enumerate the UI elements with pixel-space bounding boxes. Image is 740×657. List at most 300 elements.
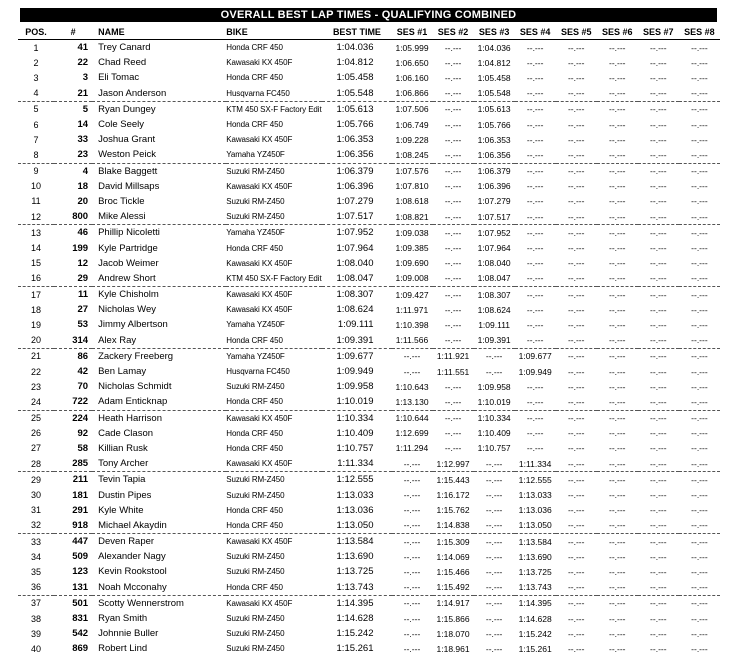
session-6-time-cell: --.--- xyxy=(609,566,626,577)
rider-name-cell: Tevin Tapia xyxy=(98,474,146,486)
position-cell: 13 xyxy=(31,227,42,238)
session-4-time-cell: --.--- xyxy=(526,134,544,145)
rider-name-cell: Weston Peick xyxy=(92,147,226,163)
session-2-time-cell: --.--- xyxy=(444,181,462,192)
best-time-cell: 1:05.548 xyxy=(322,86,391,102)
bike-cell: Suzuki RM-Z450 xyxy=(226,614,285,624)
session-1-time-cell: --.--- xyxy=(403,536,421,547)
rider-name-cell: Kevin Rookstool xyxy=(98,566,167,578)
session-1-time-cell: 1:06.650 xyxy=(395,57,429,68)
session-2-time-cell: --.--- xyxy=(444,57,462,68)
best-time-cell: 1:06.356 xyxy=(322,147,391,163)
best-time-cell: 1:09.677 xyxy=(336,350,374,362)
session-4-time-cell: --.--- xyxy=(526,319,544,330)
session-6-time-cell: --.--- xyxy=(609,474,626,485)
session-4-time-cell: 1:13.050 xyxy=(515,518,556,534)
session-4-time-cell: 1:13.725 xyxy=(518,566,552,577)
best-time-cell: 1:12.555 xyxy=(336,474,374,486)
rider-name-cell: Chad Reed xyxy=(98,57,147,69)
session-5-time-cell: --.--- xyxy=(567,166,585,177)
session-8-time-cell: --.--- xyxy=(691,505,708,516)
session-8-time-cell: --.--- xyxy=(691,551,708,562)
column-header-pos: POS. xyxy=(18,24,54,40)
session-7-time-cell: --.--- xyxy=(650,643,667,654)
best-time-cell: 1:08.307 xyxy=(336,289,374,301)
rider-name-cell: Cade Clason xyxy=(98,427,154,439)
table-body xyxy=(18,40,720,657)
rider-number-cell: 23 xyxy=(54,147,92,163)
position-cell: 10 xyxy=(31,181,42,192)
session-6-time-cell: --.--- xyxy=(609,319,626,330)
session-5-time-cell: --.--- xyxy=(567,181,585,192)
session-1-time-cell: --.--- xyxy=(392,518,433,534)
session-5-time-cell: --.--- xyxy=(567,72,585,83)
session-6-time-cell: --.--- xyxy=(597,580,638,596)
position-cell: 34 xyxy=(31,551,42,562)
session-6-time-cell: --.--- xyxy=(609,289,626,300)
rider-name-cell: Alex Ray xyxy=(92,333,226,349)
session-5-time-cell: --.--- xyxy=(567,304,585,315)
bike-cell: Suzuki RM-Z450 xyxy=(226,629,285,639)
session-6-time-cell: --.--- xyxy=(597,456,638,472)
column-header-ses-3: SES #3 xyxy=(474,24,515,40)
rider-name-cell: Eli Tomac xyxy=(98,72,140,84)
rider-number-cell: 92 xyxy=(77,427,89,439)
table-row xyxy=(18,626,720,641)
rider-name-cell: Zackery Freeberg xyxy=(98,350,174,362)
session-2-time-cell: --.--- xyxy=(444,227,462,238)
session-7-time-cell: --.--- xyxy=(638,86,679,102)
table-row xyxy=(18,364,720,379)
rider-number-cell: 5 xyxy=(82,103,89,115)
session-3-time-cell: --.--- xyxy=(485,351,503,362)
session-8-time-cell: --.--- xyxy=(691,104,708,115)
best-time-cell: 1:08.040 xyxy=(336,257,374,269)
session-5-time-cell: --.--- xyxy=(567,428,585,439)
session-6-time-cell: --.--- xyxy=(609,72,626,83)
position-cell: 33 xyxy=(31,536,42,547)
session-1-time-cell: --.--- xyxy=(403,490,421,501)
session-1-time-cell: --.--- xyxy=(403,628,421,639)
session-4-time-cell: --.--- xyxy=(526,413,544,424)
session-7-time-cell: --.--- xyxy=(650,536,667,547)
session-6-time-cell: --.--- xyxy=(597,394,638,410)
session-3-time-cell: 1:05.613 xyxy=(477,104,511,115)
table-row xyxy=(18,611,720,626)
session-6-time-cell: --.--- xyxy=(609,42,626,53)
session-8-time-cell: --.--- xyxy=(691,643,708,654)
best-time-cell: 1:10.334 xyxy=(336,412,374,424)
rider-number-cell: 11 xyxy=(78,289,89,301)
table-row xyxy=(18,518,720,534)
bike-cell: Kawasaki KX 450F xyxy=(226,456,322,472)
best-time-cell: 1:07.517 xyxy=(322,209,391,225)
session-3-time-cell: --.--- xyxy=(485,643,503,654)
rider-number-cell: 509 xyxy=(72,551,89,563)
bike-cell: Husqvarna FC450 xyxy=(226,86,322,102)
position-cell: 8 xyxy=(18,147,54,163)
bike-cell: Kawasaki KX 450F xyxy=(226,598,293,608)
column-header-name: NAME xyxy=(92,24,226,40)
session-7-time-cell: --.--- xyxy=(650,474,667,485)
session-2-time-cell: --.--- xyxy=(433,147,474,163)
rider-name-cell: Ryan Dungey xyxy=(98,103,156,115)
session-4-time-cell: --.--- xyxy=(526,289,544,300)
position-cell: 18 xyxy=(31,304,42,315)
session-7-time-cell: --.--- xyxy=(650,628,667,639)
position-cell: 24 xyxy=(18,394,54,410)
best-time-cell: 1:13.036 xyxy=(336,504,374,516)
session-8-time-cell: --.--- xyxy=(691,628,708,639)
position-cell: 14 xyxy=(31,243,42,254)
best-time-cell: 1:11.334 xyxy=(322,456,391,472)
session-7-time-cell: --.--- xyxy=(650,289,667,300)
session-2-time-cell: 1:15.443 xyxy=(436,474,470,485)
best-time-cell: 1:09.391 xyxy=(322,333,391,349)
rider-name-cell: Kyle Partridge xyxy=(98,242,158,254)
session-1-time-cell: --.--- xyxy=(403,474,421,485)
session-4-time-cell: 1:09.677 xyxy=(518,351,552,362)
table-row xyxy=(18,580,720,596)
session-8-time-cell: --.--- xyxy=(691,181,708,192)
best-time-cell: 1:09.958 xyxy=(336,381,374,393)
session-2-time-cell: --.--- xyxy=(433,86,474,102)
session-6-time-cell: --.--- xyxy=(609,104,626,115)
rider-number-cell: 447 xyxy=(72,536,89,548)
session-6-time-cell: --.--- xyxy=(609,381,626,392)
table-row xyxy=(18,456,720,472)
session-7-time-cell: --.--- xyxy=(650,196,667,207)
session-8-time-cell: --.--- xyxy=(691,613,708,624)
best-time-cell: 1:05.613 xyxy=(336,103,374,115)
rider-number-cell: 70 xyxy=(77,381,89,393)
position-cell: 40 xyxy=(31,643,42,654)
rider-number-cell: 291 xyxy=(72,504,89,516)
rider-number-cell: 224 xyxy=(72,412,89,424)
results-table xyxy=(18,24,720,657)
session-3-time-cell: 1:06.396 xyxy=(477,181,511,192)
session-8-time-cell: --.--- xyxy=(679,86,720,102)
session-4-time-cell: 1:15.242 xyxy=(518,628,552,639)
session-6-time-cell: --.--- xyxy=(609,643,626,654)
session-5-time-cell: --.--- xyxy=(567,42,585,53)
session-1-time-cell: 1:10.398 xyxy=(395,319,429,330)
session-5-time-cell: --.--- xyxy=(567,628,585,639)
column-header-bike: BIKE xyxy=(226,24,322,40)
rider-number-cell: 314 xyxy=(54,333,92,349)
session-6-time-cell: --.--- xyxy=(609,443,626,454)
session-1-time-cell: 1:11.566 xyxy=(392,333,433,349)
session-2-time-cell: 1:16.172 xyxy=(436,490,470,501)
rider-number-cell: 831 xyxy=(72,613,89,625)
session-3-time-cell: 1:09.111 xyxy=(478,319,511,330)
table-row xyxy=(18,287,720,303)
session-7-time-cell: --.--- xyxy=(638,147,679,163)
session-2-time-cell: --.--- xyxy=(444,42,462,53)
session-8-time-cell: --.--- xyxy=(691,366,708,377)
session-7-time-cell: --.--- xyxy=(650,134,667,145)
session-8-time-cell: --.--- xyxy=(691,304,708,315)
session-7-time-cell: --.--- xyxy=(650,227,667,238)
table-row xyxy=(18,194,720,209)
session-4-time-cell: --.--- xyxy=(526,72,544,83)
session-3-time-cell: 1:07.517 xyxy=(474,209,515,225)
session-8-time-cell: --.--- xyxy=(691,258,708,269)
session-8-time-cell: --.--- xyxy=(691,319,708,330)
best-time-cell: 1:13.743 xyxy=(322,580,391,596)
bike-cell: Kawasaki KX 450F xyxy=(226,290,293,300)
table-row xyxy=(18,179,720,194)
session-3-time-cell: --.--- xyxy=(485,628,503,639)
session-1-time-cell: --.--- xyxy=(403,351,421,362)
session-7-time-cell: --.--- xyxy=(650,381,667,392)
session-8-time-cell: --.--- xyxy=(691,598,708,609)
session-7-time-cell: --.--- xyxy=(638,394,679,410)
session-4-time-cell: --.--- xyxy=(515,271,556,287)
session-1-time-cell: 1:05.999 xyxy=(395,42,429,53)
table-row xyxy=(18,70,720,85)
session-7-time-cell: --.--- xyxy=(650,428,667,439)
position-cell: 23 xyxy=(31,381,42,392)
session-5-time-cell: --.--- xyxy=(556,456,597,472)
session-3-time-cell: --.--- xyxy=(485,613,503,624)
rider-name-cell: Phillip Nicoletti xyxy=(98,227,160,239)
column-header-ses-6: SES #6 xyxy=(597,24,638,40)
bike-cell: Honda CRF 450 xyxy=(226,73,283,83)
bike-cell: Honda CRF 450 xyxy=(226,428,283,438)
session-8-time-cell: --.--- xyxy=(691,166,708,177)
session-7-time-cell: --.--- xyxy=(638,333,679,349)
session-2-time-cell: --.--- xyxy=(444,381,462,392)
bike-cell: Honda CRF 450 xyxy=(226,505,283,515)
session-1-time-cell: 1:11.294 xyxy=(395,443,429,454)
table-row xyxy=(18,40,720,56)
session-8-time-cell: --.--- xyxy=(691,119,708,130)
session-2-time-cell: 1:18.070 xyxy=(436,628,470,639)
session-7-time-cell: --.--- xyxy=(638,209,679,225)
best-time-cell: 1:10.409 xyxy=(336,427,374,439)
session-4-time-cell: 1:13.036 xyxy=(518,505,552,516)
session-6-time-cell: --.--- xyxy=(609,304,626,315)
session-6-time-cell: --.--- xyxy=(609,351,626,362)
session-6-time-cell: --.--- xyxy=(609,57,626,68)
session-1-time-cell: 1:11.971 xyxy=(395,304,429,315)
session-5-time-cell: --.--- xyxy=(556,580,597,596)
session-6-time-cell: --.--- xyxy=(597,147,638,163)
best-time-cell: 1:13.584 xyxy=(336,536,374,548)
session-1-time-cell: 1:09.038 xyxy=(395,227,429,238)
session-7-time-cell: --.--- xyxy=(650,505,667,516)
session-3-time-cell: 1:05.458 xyxy=(477,72,511,83)
position-cell: 30 xyxy=(31,490,42,501)
position-cell: 12 xyxy=(18,209,54,225)
session-3-time-cell: 1:06.379 xyxy=(477,166,511,177)
rider-number-cell: 22 xyxy=(77,57,89,69)
session-3-time-cell: 1:10.019 xyxy=(474,394,515,410)
session-2-time-cell: --.--- xyxy=(444,304,462,315)
position-cell: 27 xyxy=(31,443,42,454)
bike-cell: Honda CRF 450 xyxy=(226,518,322,534)
position-cell: 35 xyxy=(31,566,42,577)
session-6-time-cell: --.--- xyxy=(597,209,638,225)
bike-cell: Suzuki RM-Z450 xyxy=(226,552,285,562)
rider-name-cell: Scotty Wennerstrom xyxy=(98,597,184,609)
session-3-time-cell: --.--- xyxy=(485,366,503,377)
bike-cell: Kawasaki KX 450F xyxy=(226,181,293,191)
table-row xyxy=(18,394,720,410)
session-6-time-cell: --.--- xyxy=(609,119,626,130)
session-4-time-cell: --.--- xyxy=(526,227,544,238)
session-2-time-cell: --.--- xyxy=(444,166,462,177)
session-4-time-cell: --.--- xyxy=(515,394,556,410)
session-8-time-cell: --.--- xyxy=(679,456,720,472)
session-4-time-cell: 1:14.395 xyxy=(518,598,552,609)
best-time-cell: 1:05.766 xyxy=(336,119,374,131)
table-row xyxy=(18,117,720,132)
session-7-time-cell: --.--- xyxy=(650,57,667,68)
session-7-time-cell: --.--- xyxy=(650,566,667,577)
rider-name-cell: Joshua Grant xyxy=(98,134,156,146)
session-2-time-cell: --.--- xyxy=(444,413,462,424)
session-4-time-cell: 1:13.584 xyxy=(518,536,552,547)
table-row xyxy=(18,209,720,225)
table-row xyxy=(18,487,720,502)
session-4-time-cell: --.--- xyxy=(526,166,544,177)
best-time-cell: 1:15.242 xyxy=(336,628,374,640)
rider-name-cell: Johnnie Buller xyxy=(98,628,159,640)
table-row xyxy=(18,256,720,271)
best-time-cell: 1:14.395 xyxy=(336,597,374,609)
session-8-time-cell: --.--- xyxy=(679,209,720,225)
bike-cell: Suzuki RM-Z450 xyxy=(226,166,285,176)
rider-name-cell: Nicholas Schmidt xyxy=(98,381,172,393)
rider-number-cell: 123 xyxy=(72,566,89,578)
rider-name-cell: Andrew Short xyxy=(92,271,226,287)
position-cell: 36 xyxy=(18,580,54,596)
session-2-time-cell: --.--- xyxy=(444,289,462,300)
session-1-time-cell: 1:06.866 xyxy=(392,86,433,102)
table-row xyxy=(18,410,720,426)
session-4-time-cell: 1:13.033 xyxy=(518,490,552,501)
session-7-time-cell: --.--- xyxy=(650,243,667,254)
session-4-time-cell: --.--- xyxy=(526,181,544,192)
rider-name-cell: Jacob Weimer xyxy=(98,257,159,269)
rider-number-cell: 33 xyxy=(77,134,89,146)
session-2-time-cell: 1:15.309 xyxy=(436,536,470,547)
session-3-time-cell: 1:08.040 xyxy=(477,258,511,269)
session-4-time-cell: --.--- xyxy=(526,57,544,68)
session-4-time-cell: --.--- xyxy=(526,304,544,315)
position-cell: 9 xyxy=(33,166,39,177)
position-cell: 1 xyxy=(33,42,39,53)
session-4-time-cell: 1:13.743 xyxy=(515,580,556,596)
column-header-number: # xyxy=(54,24,92,40)
session-2-time-cell: 1:12.997 xyxy=(433,456,474,472)
session-5-time-cell: --.--- xyxy=(556,271,597,287)
table-row xyxy=(18,240,720,255)
best-time-cell: 1:08.624 xyxy=(336,304,374,316)
session-7-time-cell: --.--- xyxy=(650,104,667,115)
session-3-time-cell: 1:04.036 xyxy=(477,42,511,53)
session-8-time-cell: --.--- xyxy=(679,580,720,596)
best-time-cell: 1:09.949 xyxy=(336,366,374,378)
session-1-time-cell: --.--- xyxy=(392,456,433,472)
session-5-time-cell: --.--- xyxy=(567,134,585,145)
session-5-time-cell: --.--- xyxy=(567,351,585,362)
session-1-time-cell: 1:10.644 xyxy=(395,413,429,424)
session-6-time-cell: --.--- xyxy=(609,227,626,238)
session-2-time-cell: 1:15.762 xyxy=(436,505,470,516)
session-3-time-cell: 1:04.812 xyxy=(477,57,511,68)
session-8-time-cell: --.--- xyxy=(691,289,708,300)
bike-cell: Suzuki RM-Z450 xyxy=(226,196,285,206)
session-7-time-cell: --.--- xyxy=(650,351,667,362)
session-2-time-cell: 1:15.492 xyxy=(433,580,474,596)
session-8-time-cell: --.--- xyxy=(691,474,708,485)
session-6-time-cell: --.--- xyxy=(609,243,626,254)
session-5-time-cell: --.--- xyxy=(567,551,585,562)
session-1-time-cell: --.--- xyxy=(403,566,421,577)
session-8-time-cell: --.--- xyxy=(691,381,708,392)
session-4-time-cell: --.--- xyxy=(515,209,556,225)
session-5-time-cell: --.--- xyxy=(556,518,597,534)
rider-number-cell: 542 xyxy=(72,628,89,640)
best-time-cell: 1:13.050 xyxy=(322,518,391,534)
session-8-time-cell: --.--- xyxy=(679,147,720,163)
session-3-time-cell: --.--- xyxy=(485,536,503,547)
position-cell: 19 xyxy=(31,319,42,330)
session-7-time-cell: --.--- xyxy=(638,580,679,596)
session-4-time-cell: --.--- xyxy=(526,42,544,53)
rider-name-cell: Blake Baggett xyxy=(98,165,158,177)
session-7-time-cell: --.--- xyxy=(650,319,667,330)
rider-number-cell: 800 xyxy=(54,209,92,225)
session-1-time-cell: --.--- xyxy=(403,366,421,377)
best-time-cell: 1:06.379 xyxy=(336,165,374,177)
session-2-time-cell: --.--- xyxy=(444,258,462,269)
table-row xyxy=(18,317,720,332)
session-1-time-cell: 1:10.643 xyxy=(395,381,429,392)
table-row xyxy=(18,534,720,550)
session-7-time-cell: --.--- xyxy=(650,366,667,377)
session-1-time-cell: 1:07.810 xyxy=(395,181,429,192)
table-row xyxy=(18,55,720,70)
table-row xyxy=(18,147,720,163)
session-2-time-cell: --.--- xyxy=(433,333,474,349)
bike-cell: Honda CRF 450 xyxy=(226,443,283,453)
session-5-time-cell: --.--- xyxy=(567,413,585,424)
session-2-time-cell: --.--- xyxy=(444,104,462,115)
session-8-time-cell: --.--- xyxy=(691,566,708,577)
position-cell: 4 xyxy=(18,86,54,102)
best-time-cell: 1:05.458 xyxy=(336,72,374,84)
table-header-row xyxy=(18,24,720,40)
session-5-time-cell: --.--- xyxy=(567,119,585,130)
session-1-time-cell: --.--- xyxy=(403,505,421,516)
session-2-time-cell: --.--- xyxy=(433,394,474,410)
session-5-time-cell: --.--- xyxy=(567,490,585,501)
session-6-time-cell: --.--- xyxy=(609,428,626,439)
rider-name-cell: Trey Canard xyxy=(98,42,151,54)
session-8-time-cell: --.--- xyxy=(679,333,720,349)
session-4-time-cell: --.--- xyxy=(526,443,544,454)
position-cell: 39 xyxy=(31,628,42,639)
session-5-time-cell: --.--- xyxy=(567,566,585,577)
column-header-ses-8: SES #8 xyxy=(679,24,720,40)
session-4-time-cell: 1:13.690 xyxy=(518,551,552,562)
position-cell: 31 xyxy=(31,505,42,516)
rider-name-cell: Noah Mcconahy xyxy=(92,580,226,596)
